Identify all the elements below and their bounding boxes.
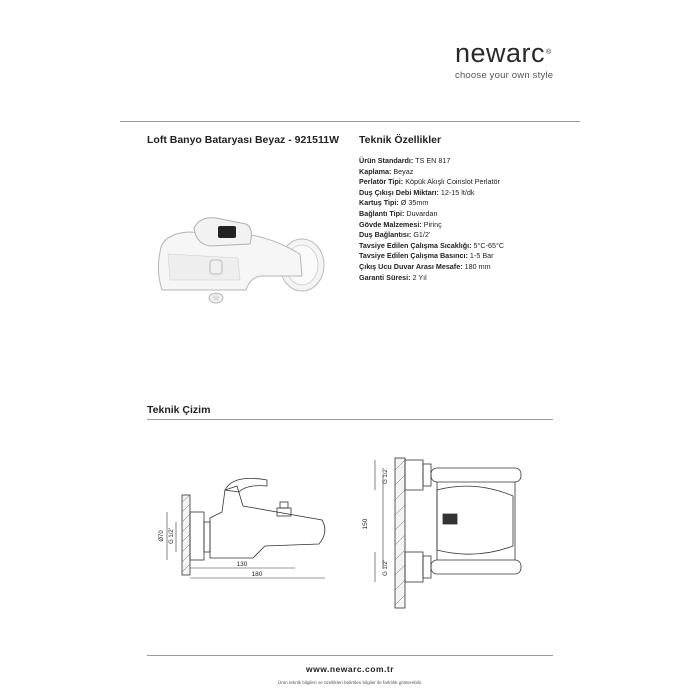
spec-row [359, 198, 609, 209]
footer-url[interactable]: www.newarc.com.tr [305, 664, 394, 674]
front-view-drawing [355, 440, 555, 610]
specs-title: Teknik Özellikler [359, 134, 442, 146]
drawing-divider [147, 419, 553, 420]
spec-row [359, 209, 609, 220]
spec-label: Gövde Malzemesi: [359, 219, 422, 229]
drawing-title: Teknik Çizim [147, 404, 211, 416]
spec-label: Kartuş Tipi: [359, 198, 399, 208]
spec-value: Köpük Akışlı Coinslot Perlatör [403, 177, 500, 187]
spec-label: Tavsiye Edilen Çalışma Sıcaklığı: [359, 240, 472, 250]
product-image [150, 210, 340, 320]
spec-list [359, 156, 609, 283]
spec-label: Bağlantı Tipi: [359, 208, 405, 218]
spec-value: TS EN 817 [413, 156, 451, 165]
spec-row [359, 262, 609, 273]
spec-row [359, 273, 609, 284]
registered-mark: ® [546, 49, 552, 56]
spec-value: Ø 35mm [398, 198, 429, 208]
spec-label: Tavsiye Edilen Çalışma Basıncı: [359, 251, 468, 261]
thread-bottom: G 1/2' [383, 560, 389, 576]
spec-label: Çıkış Ucu Duvar Arası Mesafe: [359, 261, 463, 271]
spec-value: 5°C-65°C [471, 240, 505, 250]
spec-label: Duş Bağlantısı: [359, 230, 412, 240]
spec-value: 2 Yıl [410, 272, 427, 282]
dim-180: 180 [251, 571, 263, 578]
spec-label: Ürün Standardı: [359, 156, 414, 165]
side-view-drawing [147, 440, 347, 590]
spec-row [359, 220, 609, 231]
brand-logo [455, 38, 575, 81]
spec-row [359, 251, 609, 262]
spec-value: G1/2' [411, 230, 431, 240]
spec-label: Kaplama: [359, 166, 392, 176]
spec-row [359, 188, 609, 199]
spec-value: Pirinç [421, 219, 442, 229]
dim-thread: G 1/2' [169, 528, 175, 544]
brand-name: newarc [455, 38, 546, 68]
footer-note: Ürün teknik bilgileri ve özellikleri belirtilen bilgiler ile farklılık gösterebilir. [277, 680, 423, 685]
spec-value: Beyaz [391, 166, 414, 176]
thread-top: G 1/2' [383, 468, 389, 484]
top-divider [120, 121, 580, 122]
dim-130: 130 [236, 561, 248, 568]
spec-label: Perlatör Tipi: [359, 177, 404, 187]
spec-row [359, 230, 609, 241]
spec-value: 12-15 lt/dk [438, 187, 475, 197]
spec-row [359, 241, 609, 252]
brand-tagline: choose your own style [455, 70, 554, 81]
spec-label: Garanti Süresi: [359, 272, 411, 282]
spec-row [359, 167, 609, 178]
spec-value: 1-5 Bar [467, 251, 494, 261]
product-title: Loft Banyo Bataryası Beyaz - 921511W [147, 134, 339, 146]
spec-value: 180 mm [462, 261, 491, 271]
spec-row [359, 177, 609, 188]
spec-value: Duvardan [404, 208, 438, 218]
spec-label: Duş Çıkışı Debi Miktarı: [359, 187, 439, 197]
dim-70: Ø70 [159, 530, 165, 542]
spec-row [359, 156, 609, 167]
bottom-divider [147, 655, 553, 656]
faucet-illustration [158, 218, 324, 303]
dim-150: 150 [362, 518, 369, 530]
